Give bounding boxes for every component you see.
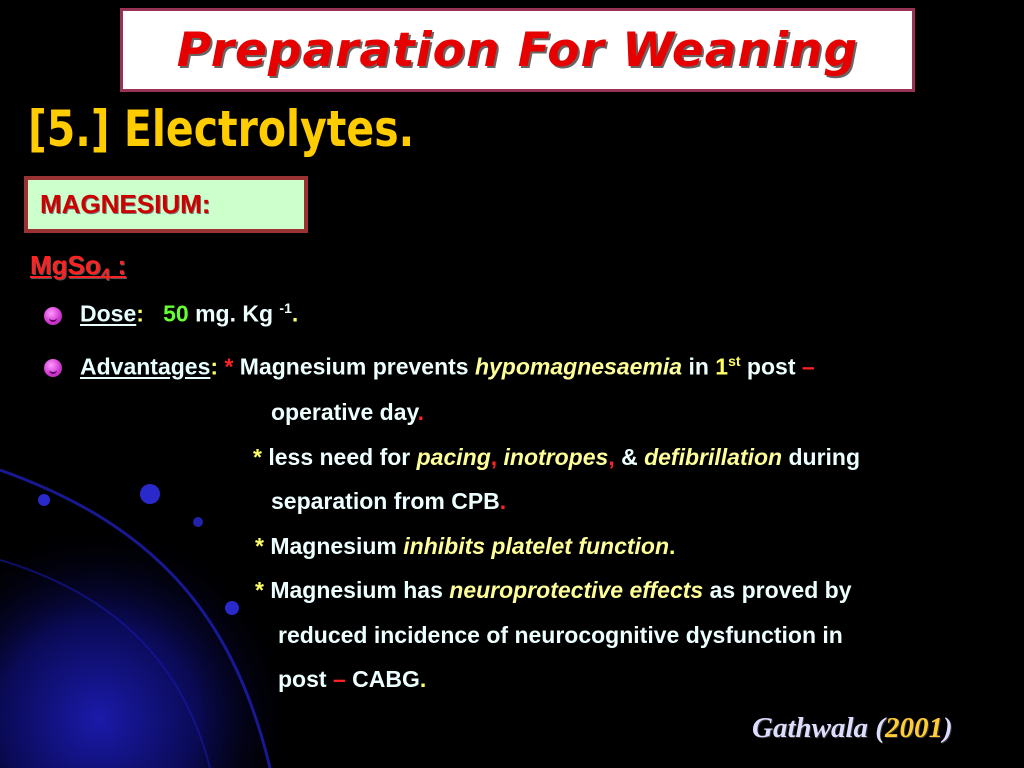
slide-title: Preparation For Weaning (176, 22, 859, 78)
section-heading: [5.] Electrolytes. (28, 100, 415, 158)
advantages-line-4: separation from CPB. (271, 488, 507, 514)
smiley-bullet-icon (44, 359, 62, 377)
advantages-line-1: Advantages: * Magnesium prevents hypomagnesaemia in 1st post – (80, 353, 815, 380)
citation: Gathwala (2001) (752, 712, 953, 744)
smiley-bullet-icon (44, 307, 62, 325)
title-box (120, 8, 915, 92)
magnesium-label-box (24, 176, 308, 233)
advantages-line-3: * less need for pacing, inotropes, & defibrillation during (253, 444, 861, 470)
dose-line: Dose: 50 mg. Kg $^{-1}$. (80, 300, 299, 327)
advantages-line-2: operative day. (271, 399, 424, 425)
advantages-line-8: post – CABG. (278, 666, 427, 692)
advantages-line-6: * Magnesium has neuroprotective effects as proved by (255, 577, 852, 603)
drug-name: MgSo$_4$ : (30, 250, 127, 285)
magnesium-label: MAGNESIUM: (40, 189, 211, 219)
dose-value: 50 (163, 300, 189, 327)
advantages-line-7: reduced incidence of neurocognitive dysfunction in (278, 622, 843, 648)
advantages-line-5: * Magnesium inhibits platelet function. (255, 533, 676, 559)
